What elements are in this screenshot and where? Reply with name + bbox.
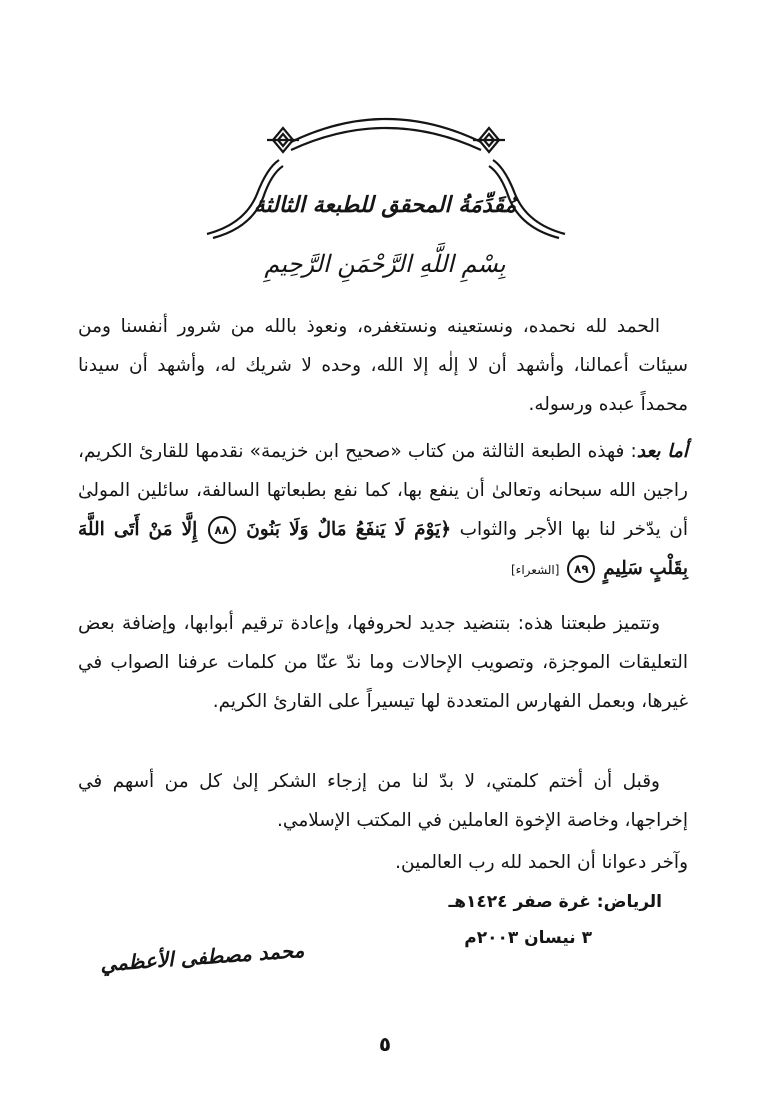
surah-reference: [الشعراء]: [511, 563, 560, 577]
paragraph-praise: الحمد لله نحمده، ونستعينه ونستغفره، ونعوذ بالله من شرور أنفسنا ومن سيئات أعمالنا، وأشهد أن لا إلٰه إلا الله، وحده لا شريك له، وأشهد أن سيدنا محمداً عبده ورسوله.: [78, 316, 688, 415]
gregorian-date: ٣ نيسان ٢٠٠٣م: [464, 928, 592, 948]
quran-verse-continued: إِلَّا مَنْ أَتَى اللَّهَ بِقَلْبٍ سَلِيمٍ: [78, 519, 688, 579]
paragraph-introduction: [78, 432, 688, 590]
page-number: ٥: [378, 1032, 392, 1056]
header-ornament: [205, 102, 567, 242]
section-heading: مُقَدِّمَةُ المحقق للطبعة الثالثة: [253, 192, 517, 218]
quran-verse: ﴿يَوْمَ لَا يَنفَعُ مَالٌ وَلَا بَنُونَ: [246, 519, 452, 540]
basmala: بِسْمِ اللَّهِ الرَّحْمَنِ الرَّحِيمِ: [264, 250, 506, 278]
place-and-date: الرياض: غرة صفر ١٤٢٤هـ: [448, 892, 662, 912]
verse-number-marker: ٨٨: [208, 516, 236, 544]
paragraph-lead-word: أما بعد: [636, 441, 688, 462]
author-signature: محمد مصطفى الأعظمي: [99, 937, 305, 977]
paragraph-acknowledgement: وقبل أن أختم كلمتي، لا بدّ لنا من إزجاء الشكر إلىٰ كل من أسهم في إخراجها، وخاصة الإخوة العاملين في المكتب الإسلامي.: [78, 771, 688, 831]
paragraph-intro-text: : فهذه الطبعة الثالثة من كتاب «صحيح ابن خزيمة» نقدمها للقارئ الكريم، راجين الله سبحانه وتعالىٰ أن ينفع بها، كما نفع بطبعاتها السالفة، سائلين المولىٰ أن يدّخر لنا بها الأجر والثواب: [78, 441, 689, 540]
paragraph-closing: وآخر دعوانا أن الحمد لله رب العالمين.: [395, 852, 688, 873]
verse-number-marker: ٨٩: [567, 555, 595, 583]
paragraph-edition-features: وتتميز طبعتنا هذه: بتنضيد جديد لحروفها، وإعادة ترقيم أبوابها، وإضافة بعض التعليقات الموجزة، وتصويب الإحالات وما ندّ عنّا من كلمات عرفنا الصواب في غيرها، وبعمل الفهارس المتعددة لها تيسيراً على القارئ الكريم.: [78, 613, 688, 712]
